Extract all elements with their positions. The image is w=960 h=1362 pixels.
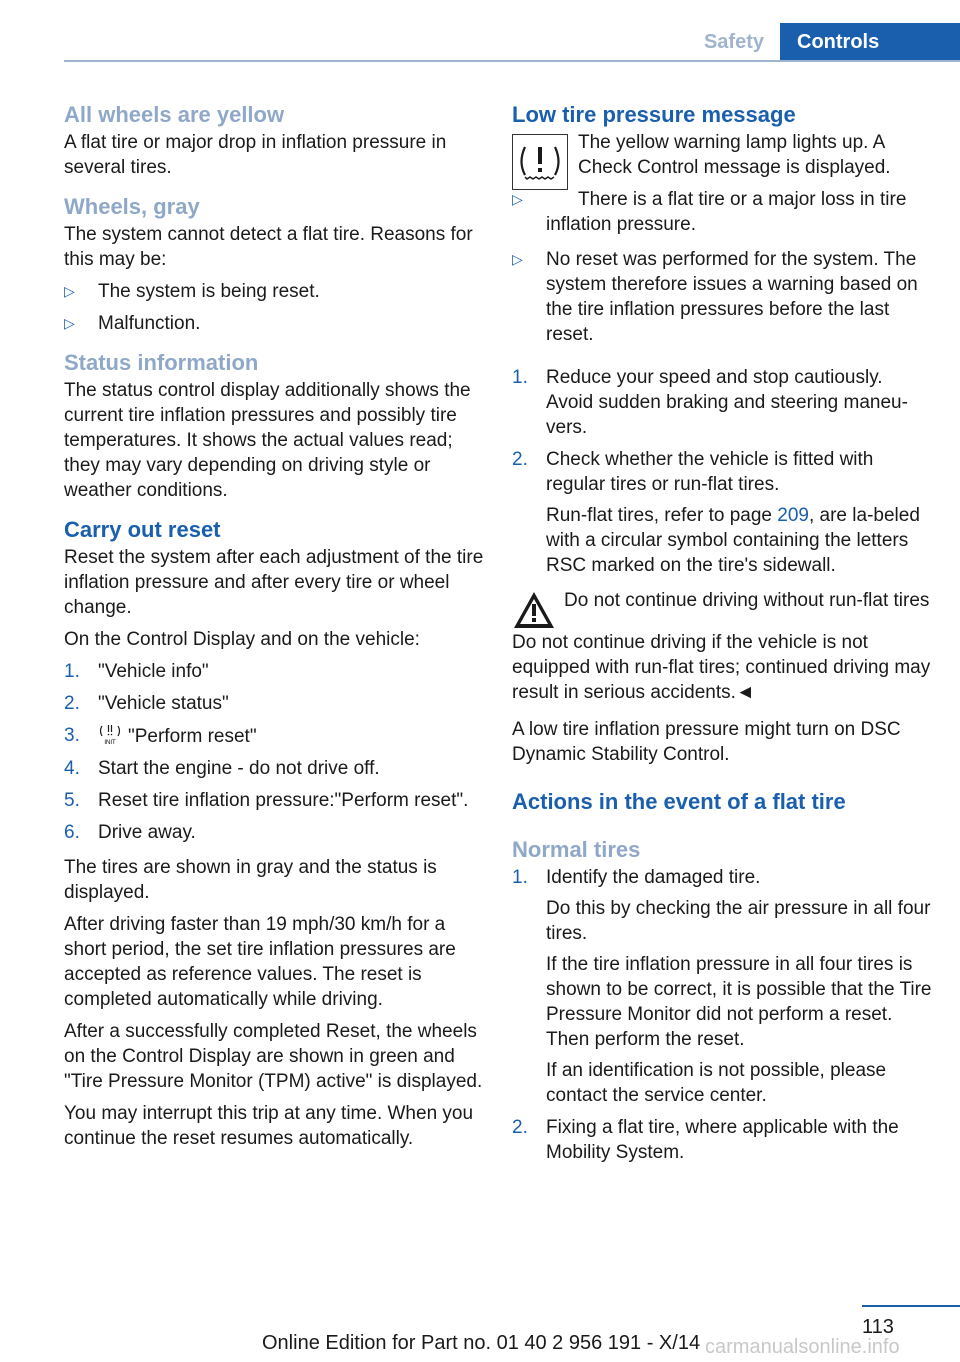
- paragraph: If an identification is not possible, please contact the service center.: [546, 1060, 887, 1106]
- triangle-right-icon: ▷: [512, 191, 523, 207]
- heading-status-information: Status information: [64, 350, 259, 375]
- paragraph: The tires are shown in gray and the status is displayed.: [64, 857, 437, 903]
- init-label: INIT: [104, 740, 116, 745]
- warning-block: [512, 588, 932, 630]
- paragraph: After driving faster than 19 mph/30 km/h for a short period, the set tire inflation pressures are accepted as reference values. The reset is completed automatically while driving.: [64, 914, 456, 1010]
- header-rule: [64, 60, 960, 62]
- reason-list: [64, 279, 484, 336]
- paragraph: Reset the system after each adjustment of the tire inflation pressure and after every tire or wheel change.: [64, 547, 484, 618]
- triangle-right-icon: ▷: [64, 283, 75, 299]
- warning-lamp-block: [512, 130, 932, 247]
- list-item: ▷ The system is being reset.: [64, 281, 320, 302]
- list-item: 2. "Vehicle status": [64, 693, 229, 714]
- heading-all-wheels-yellow: All wheels are yellow: [64, 102, 285, 127]
- list-item: ▷ There is a flat tire or a major loss in tire inflation pressure.: [512, 189, 907, 235]
- list-item: 3. INIT "Perform reset": [64, 725, 257, 747]
- paragraph: After a successfully completed Reset, the wheels on the Control Display are shown in green and "Tire Pressure Monitor (TPM) active" is displayed.: [64, 1021, 483, 1092]
- nested-list: [512, 187, 932, 237]
- triangle-right-icon: ▷: [64, 315, 75, 331]
- paragraph: Run-flat tires, refer to page 209, are la‐beled with a circular symbol containing the letters RSC marked on the tire's sidewall.: [546, 505, 920, 576]
- list-item: 2. Check whether the vehicle is fitted with regular tires or run-flat tires. Run-flat tires, refer to page 209, are la‐beled with a circular symbol containing the letters RSC marked on the tire's sidewall.: [512, 447, 932, 578]
- list-item: 2. Fixing a flat tire, where applicable with the Mobility System.: [512, 1117, 899, 1163]
- footer-rule: [862, 1305, 960, 1307]
- paragraph: You may interrupt this trip at any time. When you continue the reset resumes automatically.: [64, 1103, 474, 1149]
- warning-title: Do not continue driving without run-flat tires: [564, 590, 930, 611]
- tpm-init-icon: [98, 723, 122, 745]
- heading-low-tire-pressure: Low tire pressure message: [512, 102, 796, 127]
- tire-pressure-warning-icon: [512, 134, 568, 190]
- list-item: 1. Reduce your speed and stop cautiously. Avoid sudden braking and steering maneu‐vers.: [512, 367, 908, 438]
- tab-safety[interactable]: Safety: [703, 30, 764, 53]
- tab-controls[interactable]: Controls: [780, 23, 960, 61]
- paragraph: The yellow warning lamp lights up. A Check Control message is displayed.: [578, 132, 891, 178]
- heading-flat-tire-actions: Actions in the event of a flat tire: [512, 789, 846, 814]
- paragraph: On the Control Display and on the vehicle:: [64, 629, 420, 650]
- triangle-right-icon: ▷: [512, 251, 523, 267]
- list-item: ▷ No reset was performed for the system. The system therefore issues a warning based on the tire inflation pressures before the last reset.: [512, 249, 918, 345]
- page-number: 113: [862, 1316, 894, 1338]
- edition-line: Online Edition for Part no. 01 40 2 956 191 - X/14: [262, 1332, 701, 1354]
- warning-triangle-icon: [512, 590, 556, 630]
- list-item: ▷ Malfunction.: [64, 313, 201, 334]
- heading-wheels-gray: Wheels, gray: [64, 194, 200, 219]
- reset-steps: [64, 659, 484, 845]
- left-column: [64, 100, 484, 1158]
- paragraph: Do this by checking the air pressure in all four tires.: [546, 898, 931, 944]
- header-tabs: [704, 23, 960, 61]
- list-item: 1. "Vehicle info": [64, 661, 209, 682]
- heading-carry-out-reset: Carry out reset: [64, 517, 221, 542]
- paragraph: The system cannot detect a flat tire. Reasons for this may be:: [64, 224, 473, 270]
- right-column: [512, 100, 932, 1175]
- check-steps: [512, 365, 932, 578]
- paragraph: The status control display additionally shows the current tire inflation pressures and possibly tire temperatures. It shows the actual values read; they may vary depending on driving style or weather conditions.: [64, 380, 471, 501]
- watermark: carmanualsonline.info: [705, 1336, 900, 1358]
- paragraph: A low tire inflation pressure might turn on DSC Dynamic Stability Control.: [512, 719, 901, 765]
- paragraph: A flat tire or major drop in inflation pressure in several tires.: [64, 132, 447, 178]
- list-item: 6. Drive away.: [64, 822, 196, 843]
- paragraph: Do not continue driving if the vehicle is not equipped with run-flat tires; continued driving may result in serious accidents.◄: [512, 632, 931, 703]
- reason-list: [512, 247, 932, 347]
- list-item: 4. Start the engine - do not drive off.: [64, 758, 380, 779]
- list-item: 1. Identify the damaged tire. Do this by checking the air pressure in all four tires. If the tire inflation pressure in all four tires is shown to be correct, it is possible that the Tire Pressure Monitor did not perform a reset. Then perform the reset. If an identification is not possible, please contact the service center.: [512, 867, 932, 1106]
- heading-normal-tires: Normal tires: [512, 837, 641, 862]
- flat-tire-steps: [512, 865, 932, 1165]
- page-link[interactable]: 209: [777, 505, 809, 526]
- list-item: 5. Reset tire inflation pressure:"Perform reset".: [64, 790, 469, 811]
- paragraph: If the tire inflation pressure in all four tires is shown to be correct, it is possible that the Tire Pressure Monitor did not perform a reset. Then perform the reset.: [546, 954, 932, 1050]
